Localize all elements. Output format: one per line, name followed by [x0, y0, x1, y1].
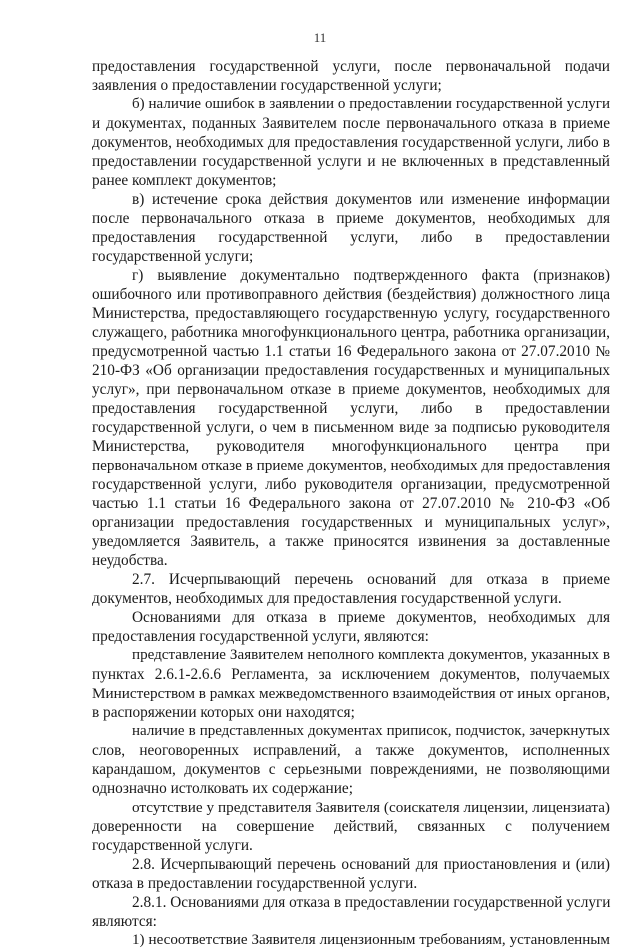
text-line: Основаниями для отказа в приеме документов, необходимых для: [132, 609, 610, 626]
document-body: [92, 57, 610, 950]
text-line: пунктах 2.6.1-2.6.6 Регламента, за исключением документов, получаемых: [92, 666, 610, 683]
text-line: отказа в предоставлении государственной услуги.: [92, 875, 418, 892]
text-line: служащего, работника многофункционального центра, работника организации,: [92, 324, 610, 341]
text-line: являются:: [92, 913, 157, 930]
text-line: в) истечение срока действия документов или изменение информации: [132, 191, 610, 208]
text-line: и документах, поданных Заявителем после первоначального отказа в приеме: [92, 115, 610, 132]
text-line: карандашом, документов с серьезными повреждениями, не позволяющими: [92, 761, 610, 778]
text-line: 210-ФЗ «Об организации предоставления государственных и муниципальных: [92, 362, 610, 379]
text-line: первоначальном отказе в приеме документов, необходимых для предоставления: [92, 457, 611, 474]
text-line: документов, необходимых для предоставления государственной услуги, либо в: [92, 134, 610, 151]
page-number: 11: [313, 30, 327, 45]
text-line: Министерства, предоставляющего государственную услугу, государственного: [92, 305, 610, 322]
text-line: государственной услуги, о чем в письменном виде за подписью руководителя: [92, 419, 610, 436]
text-line: Министерства, руководителя многофункционального центра при: [92, 438, 610, 455]
text-line: государственной услуги;: [92, 248, 254, 265]
text-line: частью 1.1 статьи 16 Федерального закона от 27.07.2010 № 210-ФЗ «Об: [92, 495, 610, 512]
text-line: Министерством в рамках межведомственного взаимодействия от иных органов,: [92, 685, 610, 702]
text-line: предусмотренной частью 1.1 статьи 16 Федерального закона от 27.07.2010 №: [92, 343, 610, 360]
text-line: услуг», при первоначальном отказе в приеме документов, необходимых для: [92, 381, 610, 398]
text-line: ранее комплект документов;: [92, 172, 277, 189]
text-line: слов, неоговоренных исправлений, а также документов, исполненных: [92, 742, 610, 759]
text-line: предоставления государственной услуги, являются:: [92, 628, 429, 645]
text-line: предоставления государственной услуги, после первоначальной подачи: [92, 58, 610, 75]
text-line: наличие в представленных документах приписок, подчисток, зачеркнутых: [132, 723, 610, 739]
text-line: 2.8.1. Основаниями для отказа в предоставлении государственной услуги: [132, 894, 611, 911]
text-line: предоставления государственной услуги, либо в предоставлении: [92, 400, 610, 417]
text-line: г) выявление документально подтвержденного факта (признаков): [132, 267, 610, 284]
text-line: ошибочного или противоправного действия (бездействия) должностного лица: [92, 286, 610, 303]
text-line: предоставлении государственной услуги и не включенных в представленный: [92, 153, 610, 170]
text-line: б) наличие ошибок в заявлении о предоставлении государственной услуги: [132, 96, 610, 112]
text-line: государственной услуги, либо руководителя организации, предусмотренной: [92, 476, 610, 493]
text-line: организации предоставления государственных и муниципальных услуг»,: [92, 514, 610, 531]
text-line: 2.8. Исчерпывающий перечень оснований для приостановления и (или): [132, 856, 610, 873]
text-line: заявления о предоставлении государственной услуги;: [92, 77, 442, 94]
text-line: в распоряжении которых они находятся;: [92, 704, 355, 721]
text-line: 1) несоответствие Заявителя лицензионным требованиям, установленным: [132, 932, 610, 948]
text-line: представление Заявителем неполного комплекта документов, указанных в: [132, 647, 610, 663]
text-line: отсутствие у представителя Заявителя (соискателя лицензии, лицензиата): [132, 799, 610, 816]
text-line: 2.7. Исчерпывающий перечень оснований для отказа в приеме: [132, 571, 610, 588]
text-line: уведомляется Заявитель, а также приносятся извинения за доставленные: [92, 533, 610, 550]
text-line: предоставления государственной услуги, либо в предоставлении: [92, 229, 610, 246]
text-line: государственной услуги.: [92, 837, 253, 854]
text-line: документов, необходимых для предоставления государственной услуги.: [92, 590, 562, 607]
text-line: однозначно истолковать их содержание;: [92, 780, 353, 797]
text-line: неудобства.: [92, 552, 168, 569]
text-line: доверенности на совершение действий, связанных с получением: [92, 818, 610, 835]
text-line: после первоначального отказа в приеме документов, необходимых для: [92, 210, 610, 227]
